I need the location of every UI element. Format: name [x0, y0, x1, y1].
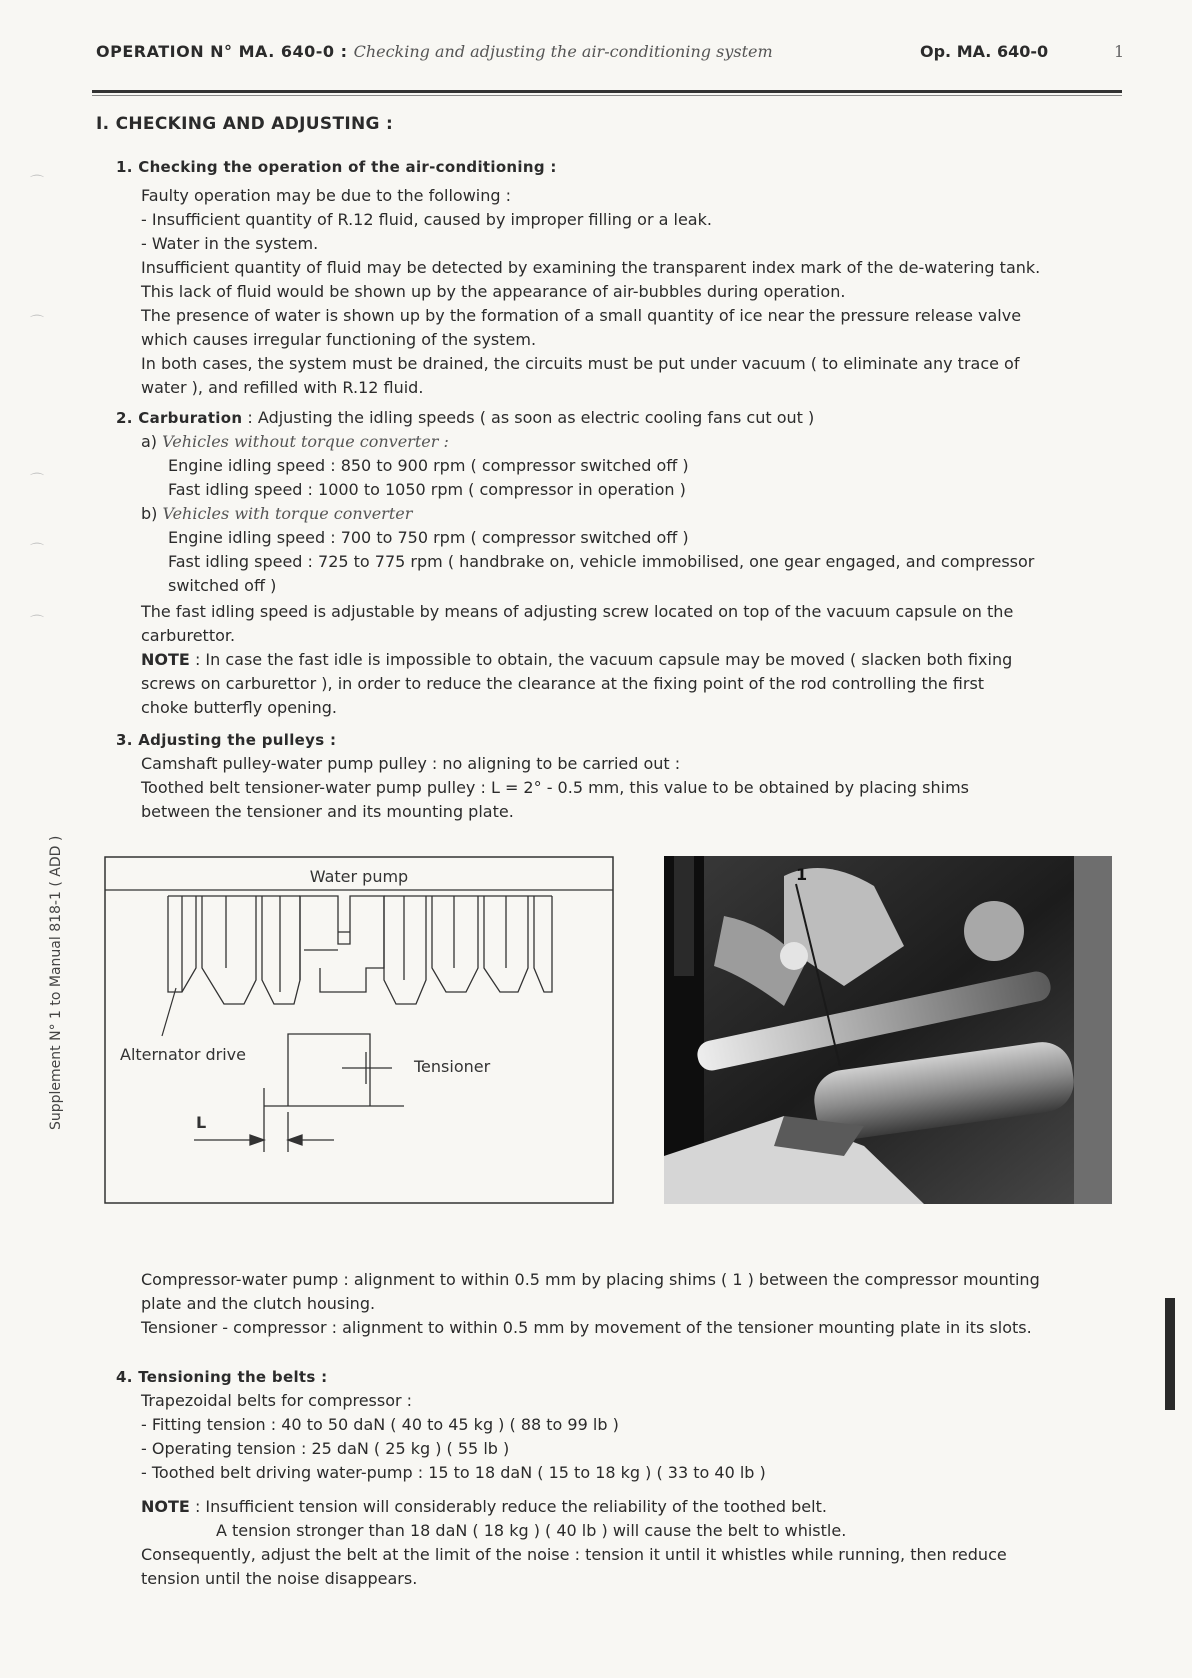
- item2-b-title: Vehicles with torque converter: [162, 504, 413, 523]
- item3-line: between the tensioner and its mounting plate.: [141, 802, 514, 821]
- item1-line: Insufficient quantity of fluid may be detected by examining the transparent index mark of the de-watering tank.: [141, 258, 1041, 277]
- item1-line: - Insufficient quantity of R.12 fluid, caused by improper filling or a leak.: [141, 210, 712, 229]
- water-pump-label: Water pump: [309, 867, 409, 886]
- supplement-side-note: Supplement N° 1 to Manual 818-1 ( ADD ): [48, 835, 64, 1130]
- after-figure-line: plate and the clutch housing.: [141, 1294, 376, 1313]
- note-label: NOTE: [141, 650, 190, 669]
- item1-line: This lack of fluid would be shown up by the appearance of air-bubbles during operation.: [141, 282, 846, 301]
- item4-line: - Toothed belt driving water-pump : 15 to 18 daN ( 15 to 18 kg ) ( 33 to 40 lb ): [141, 1463, 766, 1482]
- item4-note: [141, 1495, 827, 1519]
- item1-line: which causes irregular functioning of the system.: [141, 330, 537, 349]
- item2-heading-rest: : Adjusting the idling speeds ( as soon as electric cooling fans cut out ): [247, 408, 815, 427]
- note-label: NOTE: [141, 1497, 190, 1516]
- section-heading: I. CHECKING AND ADJUSTING :: [96, 114, 394, 134]
- engine-photo: [664, 856, 1112, 1204]
- item3-line: Toothed belt tensioner-water pump pulley : L = 2° - 0.5 mm, this value to be obtained by placing shims: [141, 778, 970, 797]
- item2-note: [141, 648, 1012, 672]
- item1-line: water ), and refilled with R.12 fluid.: [141, 378, 424, 397]
- item2-b: [141, 502, 412, 526]
- item4-final-line: Consequently, adjust the belt at the limit of the noise : tension it until it whistles while running, then reduce: [141, 1545, 1007, 1564]
- tensioner-pulley: [384, 896, 552, 1004]
- after-figure-line: Tensioner - compressor : alignment to within 0.5 mm by movement of the tensioner mounting plate in its slots.: [141, 1318, 1032, 1337]
- item2-a-line: Fast idling speed : 1000 to 1050 rpm ( compressor in operation ): [168, 480, 686, 499]
- item4-line: - Operating tension : 25 daN ( 25 kg ) ( 55 lb ): [141, 1439, 510, 1458]
- item4-line: - Fitting tension : 40 to 50 daN ( 40 to 45 kg ) ( 88 to 99 lb ): [141, 1415, 619, 1434]
- item2-a-line: Engine idling speed : 850 to 900 rpm ( compressor switched off ): [168, 456, 689, 475]
- item4-line: Trapezoidal belts for compressor :: [141, 1391, 413, 1410]
- margin-mark: ⌒: [30, 615, 44, 631]
- item2-note-line: screws on carburettor ), in order to reduce the clearance at the fixing point of the rod controlling the first: [141, 674, 985, 693]
- water-pump-pulley: [300, 896, 384, 992]
- item2-b-label: b): [141, 504, 158, 523]
- item1-line: In both cases, the system must be drained, the circuits must be put under vacuum ( to eliminate any trace of: [141, 354, 1020, 373]
- item4-note-line: A tension stronger than 18 daN ( 18 kg ) ( 40 lb ) will cause the belt to whistle.: [216, 1521, 847, 1540]
- l-dimension: [194, 1088, 334, 1152]
- diagram-frame: [105, 857, 613, 1203]
- alternator-pulley: [168, 896, 300, 1004]
- photo-fitting: [964, 901, 1024, 961]
- edge-thumb-tab: [1165, 1298, 1175, 1410]
- header-title: Checking and adjusting the air-conditioning system: [353, 42, 773, 61]
- item2-b-line: Engine idling speed : 700 to 750 rpm ( compressor switched off ): [168, 528, 689, 547]
- photo-callout-1: 1: [796, 865, 808, 884]
- page-number: 1: [1114, 42, 1125, 61]
- item2-b-line: Fast idling speed : 725 to 775 rpm ( handbrake on, vehicle immobilised, one gear engaged, and compressor: [168, 552, 1035, 571]
- photo-bracket: [674, 856, 694, 976]
- item4-final-line: tension until the noise disappears.: [141, 1569, 418, 1588]
- note-text: : Insufficient tension will considerably reduce the reliability of the toothed belt.: [194, 1497, 827, 1516]
- margin-mark: ⌒: [30, 315, 44, 331]
- margin-mark: ⌒: [30, 175, 44, 191]
- pulley-alignment-diagram: [104, 856, 614, 1204]
- item2-heading: [116, 406, 814, 430]
- margin-mark: ⌒: [30, 543, 44, 559]
- item2-b-line: switched off ): [168, 576, 277, 595]
- photo-right-panel: [1074, 856, 1112, 1204]
- alternator-drive-label: Alternator drive: [120, 1045, 246, 1064]
- item3-line: Camshaft pulley-water pump pulley : no aligning to be carried out :: [141, 754, 681, 773]
- photo-screw: [780, 942, 808, 970]
- header-operation-number: OPERATION N° MA. 640-0 :: [96, 42, 348, 61]
- header-rule-thin: [92, 95, 1122, 96]
- item3-heading: 3. Adjusting the pulleys :: [116, 731, 337, 749]
- header-operation: [96, 42, 773, 61]
- alternator-leader: [162, 988, 176, 1036]
- l-label: L: [196, 1113, 207, 1132]
- tensioner-block: [264, 1034, 404, 1106]
- margin-mark: ⌒: [30, 473, 44, 489]
- item2-note-line: choke butterfly opening.: [141, 698, 338, 717]
- item4-heading: 4. Tensioning the belts :: [116, 1368, 328, 1386]
- page-header: [96, 40, 1126, 64]
- header-reference: Op. MA. 640-0: [920, 42, 1049, 61]
- item2-a-title: Vehicles without torque converter :: [162, 432, 449, 451]
- item2-a-label: a): [141, 432, 158, 451]
- header-rule: [92, 90, 1122, 93]
- item2-a: [141, 430, 449, 454]
- item1-line: The presence of water is shown up by the formation of a small quantity of ice near the pressure release valve: [141, 306, 1022, 325]
- item2-line: carburettor.: [141, 626, 236, 645]
- item2-heading-bold: 2. Carburation: [116, 409, 243, 427]
- after-figure-line: Compressor-water pump : alignment to within 0.5 mm by placing shims ( 1 ) between the compressor mounting: [141, 1270, 1040, 1289]
- item1-heading: 1. Checking the operation of the air-conditioning :: [116, 158, 557, 176]
- item1-line: Faulty operation may be due to the following :: [141, 186, 512, 205]
- item1-line: - Water in the system.: [141, 234, 319, 253]
- item2-line: The fast idling speed is adjustable by means of adjusting screw located on top of the vacuum capsule on the: [141, 602, 1014, 621]
- tensioner-label: Tensioner: [414, 1057, 491, 1076]
- note-text: : In case the fast idle is impossible to obtain, the vacuum capsule may be moved ( slacken both fixing: [194, 650, 1013, 669]
